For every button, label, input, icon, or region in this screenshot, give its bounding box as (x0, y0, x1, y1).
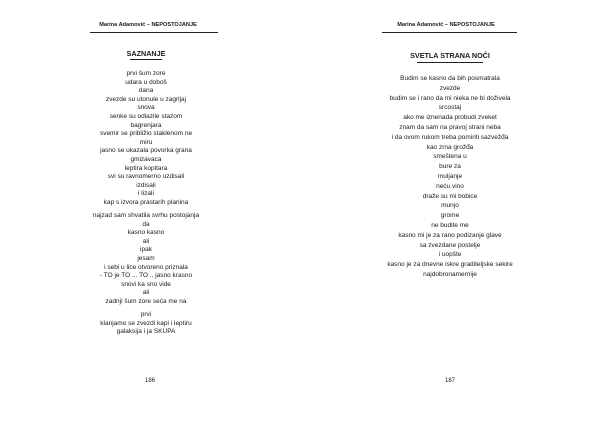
poem-line: znam da sam na pravoj strani neba (399, 123, 501, 131)
poem-line: gmizavaca (130, 155, 162, 163)
poem-line: kasno mi je za rano podizanje glave (398, 231, 502, 239)
poem-line: ako me iznenada probudi zveket (403, 114, 497, 122)
poem-line: najzad sam shvatila svrhu postojanja (92, 212, 200, 219)
poem-line: kasno je za dnevne iskre graditeljske sekire (387, 261, 513, 269)
poem-line: udara u doboš (125, 78, 167, 86)
poem-line: munjo (441, 202, 459, 210)
poem-line: dana (138, 87, 154, 95)
poem-line: smeštena u (433, 153, 467, 161)
poem-line: grome (440, 212, 460, 220)
running-header: Marina Adamović – NEPOSTOJANJE (99, 22, 197, 28)
poem-line: da (142, 220, 150, 228)
page-number: 186 (144, 378, 155, 384)
header-rule (90, 32, 218, 33)
poem-line: budim se i rano da mi nieka ne bi doživela (389, 94, 511, 102)
poem-line: galaksija i ja SKUPA (116, 328, 176, 336)
stanza (0, 70, 296, 208)
poem-line: najdobronamernije (423, 270, 477, 278)
poem-line: ne budite me (431, 221, 469, 229)
poem-line: bagrenjara (130, 121, 162, 129)
poem-line: leptira kopitara (124, 164, 168, 172)
poem-line: zvezde (439, 84, 461, 92)
page-number: 187 (444, 378, 455, 384)
poem-line: i lizali (138, 190, 154, 198)
poem-line: snovi ka sno vide (121, 280, 171, 288)
poem-title: SVETLA STRANA NOĆI (410, 51, 490, 60)
poem-line: snova (137, 104, 155, 112)
poem-line: izdisali (136, 181, 156, 189)
poem-line: - TO je TO ... TO .. jasno krasno (99, 272, 193, 280)
poem-line: neću vino (436, 182, 464, 190)
stanza (300, 74, 600, 280)
title-underline (417, 62, 483, 63)
poem-line: prvi (140, 311, 152, 319)
poem-line: kasno kasno (127, 229, 165, 237)
poem-line: senke su odlazile stazom (109, 112, 183, 120)
poem-line: svemir se približio staklenom ne (99, 130, 193, 138)
poem-line: muljanje (437, 172, 463, 180)
poem-line: bure za (439, 163, 461, 171)
right-page (300, 0, 600, 425)
stanza (0, 311, 296, 337)
poem-line: jasno se ukazala povorka grana (100, 147, 192, 155)
poem-line: i da ovom rukom treba pomiriti sazvežđa (391, 133, 509, 141)
poem-title: SAZNANJE (126, 49, 166, 58)
stanza (0, 212, 296, 307)
poem-line: i sebi u lice otvoreno priznala (104, 263, 188, 271)
poem-line: srcostaj (438, 104, 462, 112)
poem-line: klanjamo se zvezdi kapi i leptiru (100, 319, 192, 327)
poem-line: ali (142, 237, 150, 245)
poem-line: zvezde su utonule u zagrljaj (105, 95, 187, 103)
poem-line: Budim se kasno da bih posmatrala (400, 75, 500, 82)
poem-body (0, 70, 296, 337)
header-rule (382, 32, 517, 33)
poem-body (300, 74, 600, 280)
poem-line: i uopšte (438, 251, 462, 259)
poem-line: jesam (137, 254, 155, 262)
poem-line: sa zvezdane postelje (419, 241, 481, 249)
running-header: Marina Adamović – NEPOSTOJANJE (397, 22, 495, 28)
poem-line: ipak (140, 246, 152, 254)
poem-line: ali (142, 289, 150, 297)
poem-line: draže su mi bobice (422, 192, 478, 200)
poem-line: kao zrna grožđa (426, 143, 474, 151)
poem-line: svi su ravnomerno uzdisali (107, 173, 185, 181)
poem-line: zadnji šum zore seća me na (105, 297, 187, 305)
title-underline (130, 59, 162, 60)
poem-line: kap s izvora prastarih planina (103, 198, 189, 206)
poem-line: miru (139, 138, 153, 146)
poem-line: prvi šum zore (126, 70, 166, 77)
